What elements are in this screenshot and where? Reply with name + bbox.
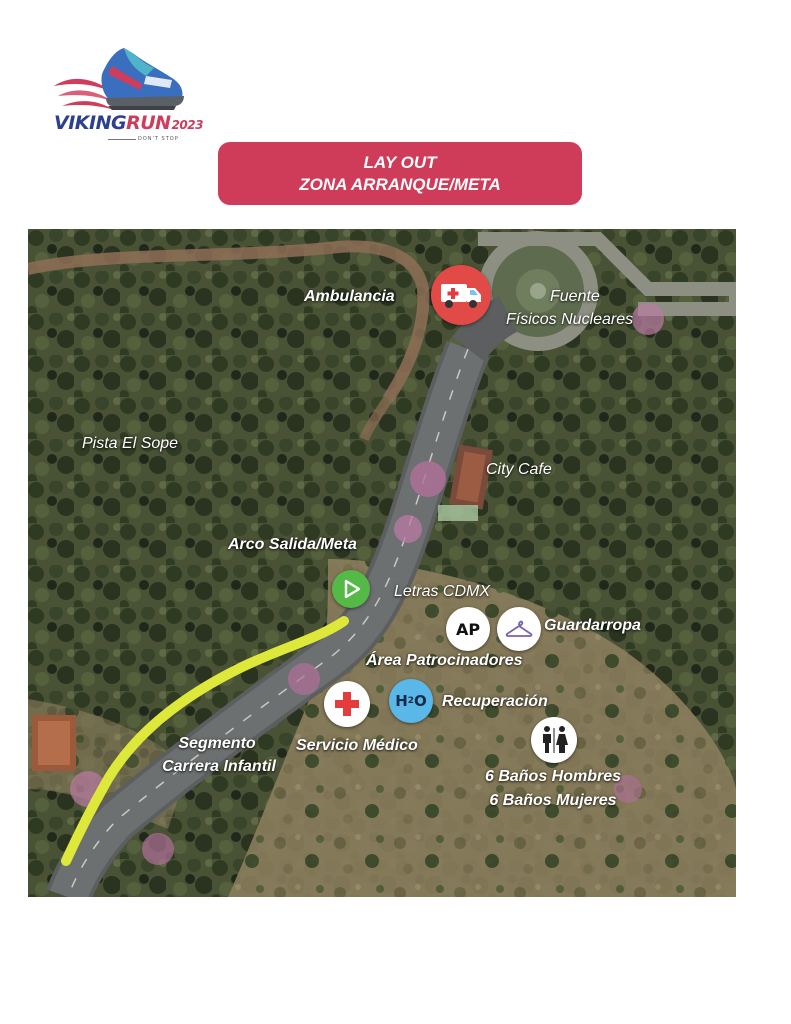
hanger-icon	[497, 607, 541, 651]
viking-run-logo	[50, 40, 203, 150]
restroom-icon	[531, 717, 577, 763]
city-cafe-label: City Cafe	[486, 461, 552, 478]
play-icon	[332, 570, 370, 608]
fountain-label-line-2: Físicos Nucleares	[506, 311, 634, 328]
letras-cdmx-label: Letras CDMX	[394, 583, 491, 600]
running-shoe-icon	[50, 40, 190, 120]
recuperacion-label: Recuperación	[442, 693, 548, 710]
fountain-label-line-1: Fuente	[550, 288, 600, 305]
sponsors-ap-badge: AP	[446, 607, 490, 651]
title-line-1: LAY OUT	[363, 153, 437, 172]
medical-cross-icon	[324, 681, 370, 727]
segmento-label-line-2: Carrera Infantil	[162, 758, 276, 775]
ambulance-icon	[431, 265, 491, 325]
segmento-label-line-1: Segmento	[178, 735, 256, 752]
ambulance-label: Ambulancia	[304, 288, 395, 305]
logo-year: 2023	[171, 118, 203, 132]
servicio-medico-label: Servicio Médico	[296, 737, 418, 754]
layout-map[interactable]	[28, 229, 736, 897]
guardarropa-label: Guardarropa	[544, 617, 641, 634]
water-h2o-icon: H 2 O	[389, 679, 433, 723]
pista-el-sope-label: Pista El Sope	[82, 435, 179, 452]
banos-mujeres-label: 6 Baños Mujeres	[489, 792, 617, 809]
logo-tagline: DON'T STOP	[138, 136, 179, 142]
title-banner	[218, 142, 582, 205]
title-line-2: ZONA ARRANQUE/META	[299, 175, 501, 194]
banos-hombres-label: 6 Baños Hombres	[484, 768, 622, 785]
start-finish-arch-label: Arco Salida/Meta	[228, 536, 357, 553]
logo-wordmark: VIKINGRUN2023	[54, 112, 203, 134]
area-patrocinadores-label: Área Patrocinadores	[366, 652, 523, 669]
logo-divider	[108, 139, 136, 140]
